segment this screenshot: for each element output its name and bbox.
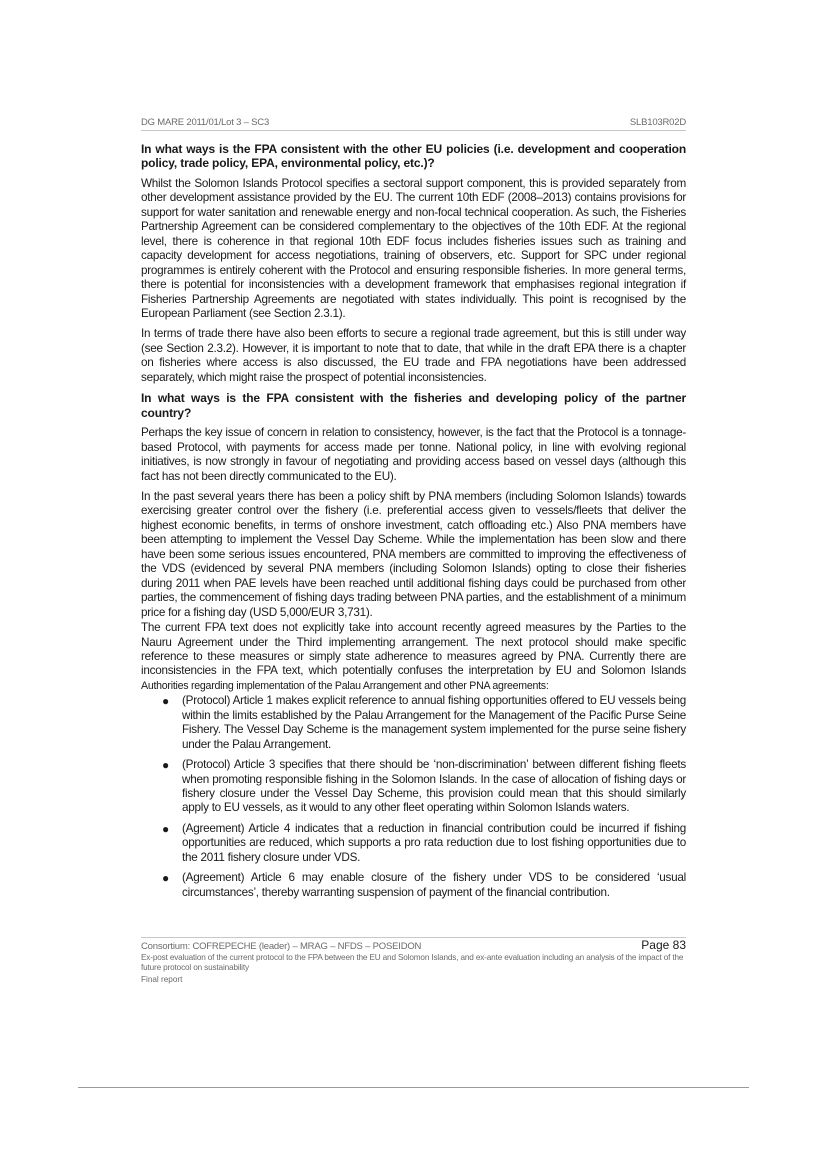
bullet-icon: ● [162, 758, 169, 773]
section-heading-eu-policies: In what ways is the FPA consistent with the other EU policies (i.e. development and cooperation policy, trade policy, EPA, environmental policy, etc.)? [141, 142, 686, 171]
bullet-text: (Agreement) Article 4 indicates that a reduction in financial contribution could be incurred if fishing opportunities are reduced, which supports a pro rata reduction due to lost fishing opportunities due to the 2011 fishery closure under VDS. [182, 821, 686, 864]
list-item [141, 758, 686, 816]
footer-final-report: Final report [141, 975, 183, 984]
page-footer [141, 938, 686, 952]
page-header [141, 117, 686, 128]
list-item [141, 871, 686, 900]
paragraph-development: Whilst the Solomon Islands Protocol specifies a sectoral support component, this is provided separately from other development assistance provided by the EU. The current 10th EDF (2008–2013) contains provisions for support for water sanitation and renewable energy and non-focal technical cooperation. As such, the Fisheries Partnership Agreement can be considered complementary to the objectives of the 10th EDF. At the regional level, there is coherence in that regional 10th EDF focus includes fisheries issues such as training and capacity development for access negotiations, training of observers, etc. Support for SPC under regional programmes is entirely coherent with the Protocol and ensuring responsible fisheries. In more general terms, there is potential for inconsistencies with a development framework that emphasises regional integration if Fisheries Partnership Agreements are negotiated with states individually. This point is recognised by the European Parliament (see Section 2.3.1). [141, 176, 686, 320]
article-bullet-list [141, 694, 686, 900]
footer-description: Ex-post evaluation of the current protocol to the FPA between the EU and Solomon Islands, and ex-ante evaluation including an analysis of the impact of the future protocol on sustainability [141, 953, 684, 973]
page-bottom-divider [78, 1087, 749, 1088]
bullet-text: (Protocol) Article 1 makes explicit reference to annual fishing opportunities offered to EU vessels being within the limits established by the Palau Arrangement for the Management of the Pacific Purse Seine Fishery. The Vessel Day Scheme is the management system implemented for the purse seine fishery under the Palau Arrangement. [182, 694, 686, 751]
header-divider [141, 130, 686, 131]
paragraph-fpa-text-tail: Authorities regarding implementation of the Palau Arrangement and other PNA agreements: [141, 679, 549, 692]
paragraph-pna-shift: In the past several years there has been a policy shift by PNA members (including Solomon Islands) towards exercising greater control over the fishery (i.e. preferential access given to vessels/fleets that deliver the highest economic benefits, in terms of onshore investment, catch offloading etc.) Also PNA members have been attempting to implement the Vessel Day Scheme. While the implementation has been slow and there have been some serious issues encountered, PNA members are committed to improving the effectiveness of the VDS (evidenced by several PNA members (including Solomon Islands) opting to close their fisheries during 2011 when PAE levels have been reached until additional fishing days could be purchased from other parties, the commencement of fishing days trading between PNA parties, and the establishment of a minimum price for a fishing day (USD 5,000/EUR 3,731). [141, 489, 686, 619]
bullet-icon: ● [162, 821, 169, 836]
paragraph-fpa-text-main: The current FPA text does not explicitly take into account recently agreed measures by the Parties to the Nauru Agreement under the Third implementing arrangement. The next protocol should make specific reference to these measures or simply state adherence to measures agreed by PNA. Currently there are inconsistencies in the FPA text, which potentially confuses the interpretation by EU and Solomon Islands [141, 621, 686, 678]
list-item [141, 694, 686, 752]
header-reference: DG MARE 2011/01/Lot 3 – SC3 [141, 117, 270, 128]
paragraph-tonnage: Perhaps the key issue of concern in relation to consistency, however, is the fact that the Protocol is a tonnage-based Protocol, with payments for access made per tonne. National policy, in line with evolving regional initiatives, is now strongly in favour of negotiating and providing access based on vessel days (although this fact has not been directly communicated to the EU). [141, 426, 686, 483]
bullet-icon: ● [162, 694, 169, 709]
list-item [141, 822, 686, 865]
paragraph-trade: In terms of trade there have also been efforts to secure a regional trade agreement, but this is still under way (see Section 2.3.2). However, it is important to note that to date, that while in the draft EPA there is a chapter on fisheries where access is also discussed, the EU trade and FPA negotiations have been addressed separately, which might raise the prospect of potential inconsistencies. [141, 327, 686, 384]
section-heading-partner-policy: In what ways is the FPA consistent with the fisheries and developing policy of the partner country? [141, 391, 686, 420]
page-body [141, 142, 686, 906]
header-doc-code: SLB103R02D [629, 117, 686, 128]
footer-consortium: Consortium: COFREPECHE (leader) – MRAG – NFDS – POSEIDON [141, 941, 422, 952]
bullet-text: (Agreement) Article 6 may enable closure of the fishery under VDS to be considered ‘usual circumstances’, thereby warranting suspension of payment of the financial contribution. [182, 871, 686, 899]
bullet-icon: ● [162, 871, 169, 886]
page-number: Page 83 [641, 938, 686, 952]
bullet-text: (Protocol) Article 3 specifies that there should be ‘non-discrimination’ between different fishing fleets when promoting responsible fishing in the Solomon Islands. In the case of allocation of fishing days or fishery closure under the Vessel Day Scheme, this provision could mean that this should similarly apply to EU vessels, as it would to any other fleet operating within Solomon Islands waters. [182, 758, 686, 815]
paragraph-fpa-text [141, 621, 686, 693]
